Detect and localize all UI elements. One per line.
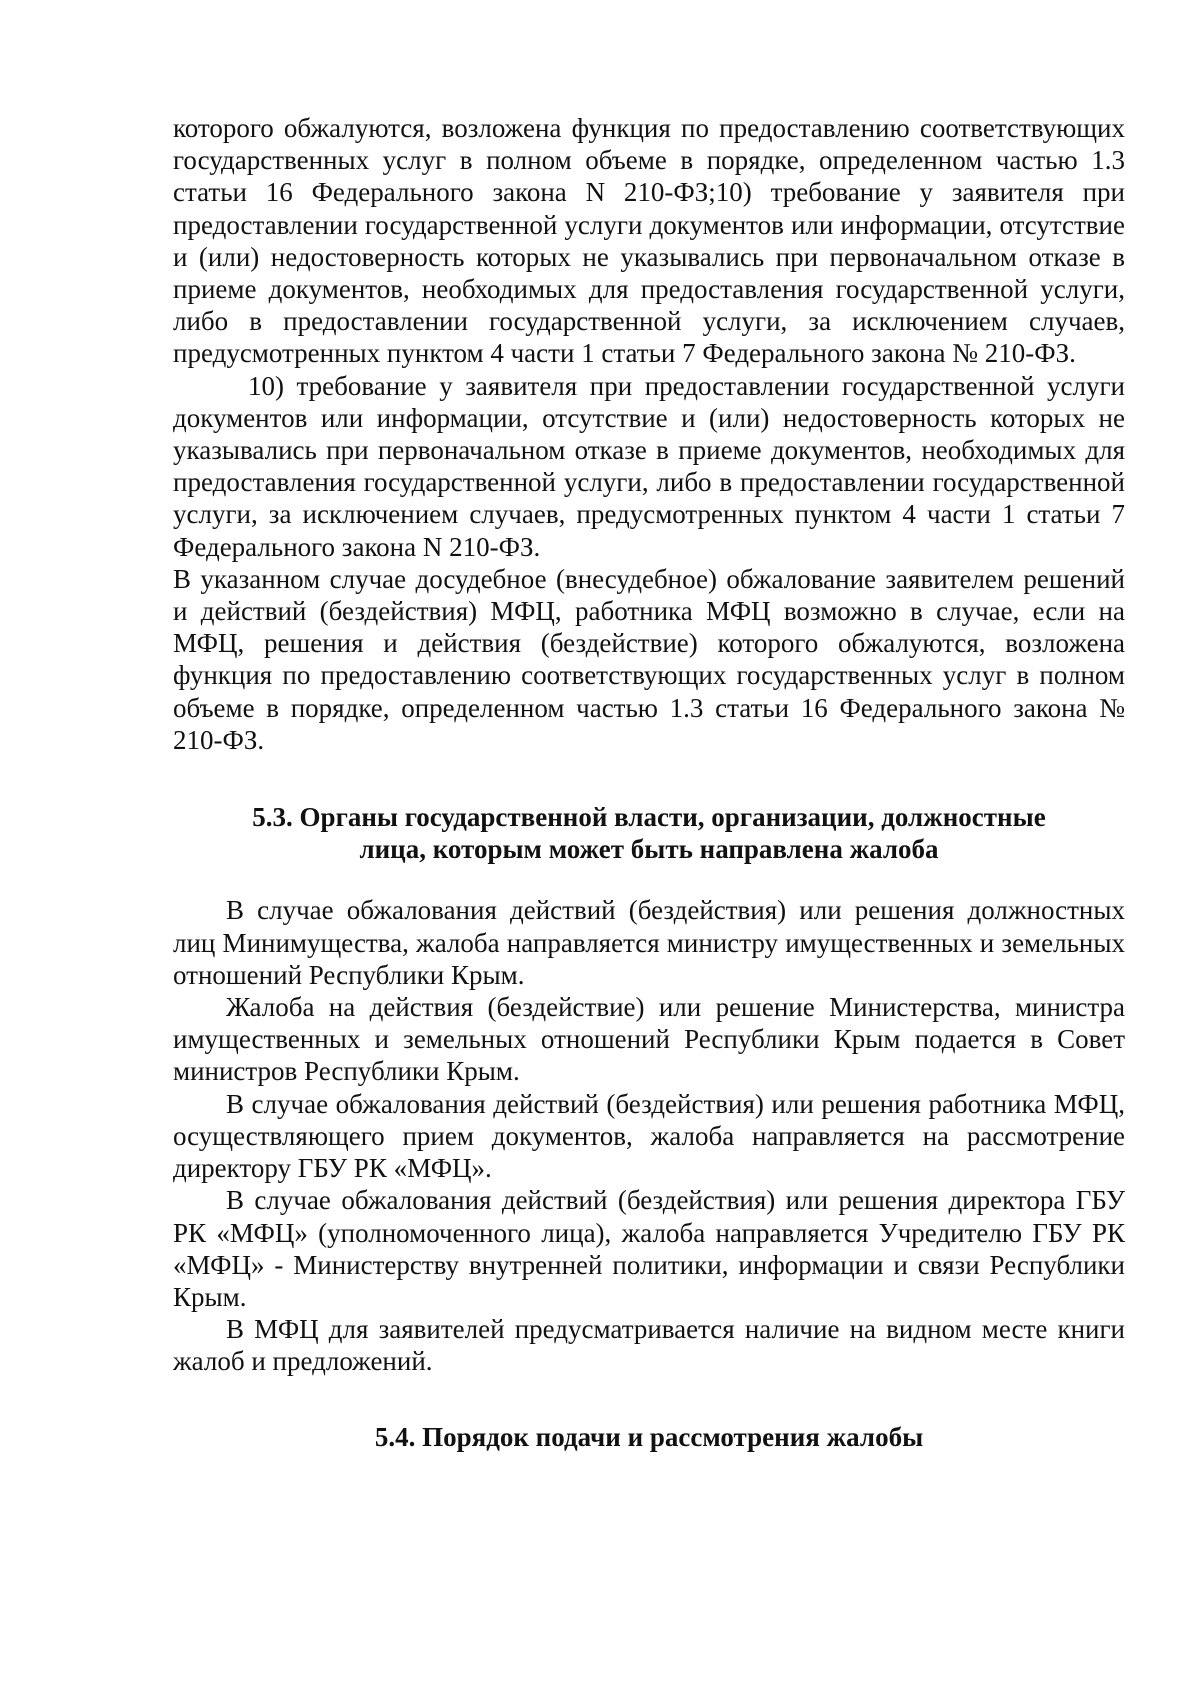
section-heading-5-3-line1: 5.3. Органы государственной власти, организации, должностные bbox=[252, 802, 1046, 833]
section-heading-5-4: 5.4. Порядок подачи и рассмотрения жалобы bbox=[374, 1421, 924, 1452]
paragraph-item-10: 10) требование у заявителя при предоставлении государственной услуги документов или информации, отсутствие и (или) недостоверность которых не указывались при первоначальном отказе в приеме документов, необходимых для предоставления государственной услуги, либо в предоставлении государственной услуги, за исключением случаев, предусмотренных пунктом 4 части 1 статьи 7 Федерального закона N 210-ФЗ. bbox=[173, 370, 1125, 562]
paragraph-5-3-3: В случае обжалования действий (бездействия) или решения работника МФЦ, осуществляющего прием документов, жалоба направляется на рассмотрение директору ГБУ РК «МФЦ». bbox=[173, 1088, 1125, 1184]
document-page bbox=[173, 112, 1125, 1453]
paragraph-5-3-4: В случае обжалования действий (бездействия) или решения директора ГБУ РК «МФЦ» (уполномоченного лица), жалоба направляется Учредителю ГБУ РК «МФЦ» - Министерству внутренней политики, информации и связи Республики Крым. bbox=[173, 1185, 1125, 1312]
paragraph-continuation: которого обжалуются, возложена функция по предоставлению соответствующих государственных услуг в полном объеме в порядке, определенном частью 1.3 статьи 16 Федерального закона N 210-ФЗ;10) требование у заявителя при предоставлении государственной услуги документов или информации, отсутствие и (или) недостоверность которых не указывались при первоначальном отказе в приеме документов, необходимых для предоставления государственной услуги, либо в предоставлении государственной услуги, за исключением случаев, предусмотренных пунктом 4 части 1 статьи 7 Федерального закона № 210-ФЗ. bbox=[173, 113, 1125, 369]
paragraph-5-3-1: В случае обжалования действий (бездействия) или решения должностных лиц Минимущества, жалоба направляется министру имущественных и земельных отношений Республики Крым. bbox=[173, 895, 1125, 990]
paragraph-5-3-5: В МФЦ для заявителей предусматривается наличие на видном месте книги жалоб и предложений. bbox=[173, 1314, 1125, 1377]
paragraph-5-3-2: Жалоба на действия (бездействие) или решение Министерства, министра имущественных и земельных отношений Республики Крым подается в Совет министров Республики Крым. bbox=[173, 992, 1125, 1087]
section-heading-5-3 bbox=[173, 801, 1125, 865]
paragraph-mfc-appeal: В указанном случае досудебное (внесудебное) обжалование заявителем решений и действий (бездействия) МФЦ, работника МФЦ возможно в случае, если на МФЦ, решения и действия (бездействие) которого обжалуются, возложена функция по предоставлению соответствующих государственных услуг в полном объеме в порядке, определенном частью 1.3 статьи 16 Федерального закона № 210-ФЗ. bbox=[173, 563, 1125, 755]
section-heading-5-3-line2: лица, которым может быть направлена жалоба bbox=[359, 834, 939, 865]
